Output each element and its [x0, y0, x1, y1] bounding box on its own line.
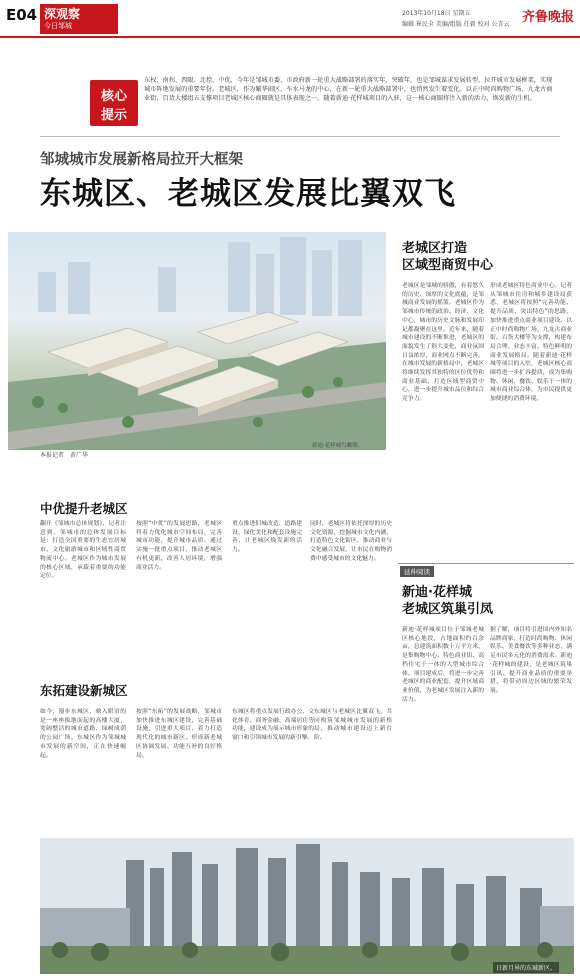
article-title-old-district — [402, 240, 493, 274]
photo-credit: 本报记者 黄广华 — [40, 452, 89, 459]
page-number: E04 — [6, 6, 38, 24]
article-body-column: 翻开《邹城市总体规划》，记者注意到，邹城市的总体发展目标是：打造全国重要的生态宜居城市、文化旅游城市和区域性商贸物流中心。老城区作为城市发展的核心区域，承载着重要的功能定位。 — [40, 521, 126, 580]
summary-text: 东权、南拐、西限、北控、中优，今年是邹城市委、市政府新一轮重大战略部署的落实年，突破年，也是邹城谋求发展转型、拉开城市发展框架，实现城市阵地发展的重要年份。老城区，作为繁华闹区，车水马龙的中心，在新一轮重大战略部署中，也悄然发生着变化。以正中时尚购物广场、九龙古商业街，百货大楼组五支撑项目老城区核心商圈就是具体表现之一。随着新迪·花样城项目的入驻，这一核心商圈将注入新的活力，焕发新的生机。 — [144, 77, 553, 102]
image-caption: 新迪·花样城鸟瞰图。 — [312, 443, 364, 449]
aerial-rendering-illustration — [8, 232, 386, 450]
photo-caption: 日新月异的东城新区。 — [493, 962, 559, 973]
core-tip-label-bottom: 提示 — [100, 108, 127, 123]
article-body-column: 按照“中优”的发展思路，老城区将着力优化城市空间布局，完善城市功能，提升城市品质。通过实施一批重点项目，推动老城区有机更新，改善人居环境，增强商业活力。 — [136, 521, 222, 571]
article-body-column: 按照“东拓”的发展战略，邹城市加快推进东城区建设，完善基础设施，引进重大项目，着力打造现代化的城市新区，形成新老城区协调发展、功能互补的良好格局。 — [136, 709, 222, 759]
section-heading: 东拓建设新城区 — [40, 683, 128, 698]
article-body-column: 新迪·花样城项目位于邹城老城区核心地段，占地面积约百余亩，总建筑面积数十万平方米，是集购物中心、特色商业街、高档住宅于一体的大型城市综合体。项目建成后，将进一步完善老城区的商业配套，提升区域商业价值，为老城区发展注入新的活力。 — [402, 627, 484, 703]
cityscape-illustration — [40, 838, 574, 974]
core-tip-label-top: 核心 — [100, 89, 127, 104]
article-title-line2: 老城区筑巢引凤 — [402, 602, 494, 617]
article-title-huayang — [402, 584, 493, 618]
article-body-column: 据了解，项目将引进国内外知名品牌商家，打造时尚购物、休闲娱乐、美食餐饮等多种业态，满足市民多元化的消费需求。新迪·花样城的建设，是老城区筑巢引凤、提升商业品质的重要举措，将带动周边区域的繁荣发展。 — [490, 627, 572, 694]
article-body-column: 形成老城区特色商业中心。记者从邹城市住房和城乡建设局获悉，老城区将按照“完善功能、提升品质、突出特色”的思路，加快推进重点商业项目建设，以正中时尚购物广场、九龙古商业街、百货大楼等为支撑，构建布局合理、业态丰富、特色鲜明的商业发展格局。随着新迪·花样城等项目的入驻，老城区核心商圈将进一步扩容提质，成为集购物、休闲、餐饮、娱乐于一体的城市商业综合体，为市民提供更加便捷的消费环境。 — [490, 283, 572, 403]
editor-credits: 编辑 崔民全 美编/组版 任毅 校对 公青云 — [402, 21, 510, 28]
header-rule — [0, 36, 580, 38]
article-body-column: 同时，老城区将依托深厚的历史文化资源，挖掘城市文化内涵，打造特色文化街区，推动商业与文化融合发展，让市民在购物消费中感受城市的文化魅力。 — [310, 521, 392, 562]
article-title-line2: 区域型商贸中心 — [402, 258, 494, 273]
article-title-line1: 老城区打造 — [402, 241, 468, 256]
section-banner — [40, 4, 118, 34]
main-headline: 东城区、老城区发展比翼双飞 — [40, 176, 456, 212]
article-kicker: 延伸阅读 — [400, 566, 434, 577]
sub-headline: 邹城城市发展新格局拉开大框架 — [40, 152, 243, 168]
section-title: 深观察 — [44, 7, 81, 21]
summary-divider — [40, 136, 560, 137]
article-body-column: 老城区是邹城的骄傲，有着悠久的历史、深厚的文化底蕴，是邹城商业发展的摇篮。老城区作为邹城市传统的政治、经济、文化中心，城市的历史文脉和发展印记都凝聚在这里。近年来，随着城市建设的不断推进，老城区的面貌发生了很大变化，商业氛围日益浓厚，商业网点不断完善。在城市发展的新格局中，老城区将继续发挥其独特的区位优势和商业基础，打造区域型商贸中心，进一步提升城市品位和综合竞争力。 — [402, 283, 484, 403]
cityscape-photo — [40, 838, 574, 974]
core-tip-badge — [90, 80, 138, 126]
newspaper-logo: 齐鲁晚报 — [522, 10, 575, 25]
article-divider — [398, 563, 574, 564]
article-body-column: 如今，漫步东城区，映入眼帘的是一座座拔地而起的高楼大厦，宽阔整洁的城市道路，绿树成荫的公园广场。东城区作为邹城城市发展的新空间，正在快速崛起。 — [40, 709, 126, 759]
article-title-line1: 新迪·花样城 — [402, 585, 472, 600]
article-body-column: 东城区将重点发展行政办公、文化体育、商务金融、高端居住等功能，建设成为展示城市形象的窗口和引领城市发展的新引擎。 — [232, 709, 314, 742]
aerial-rendering-image — [8, 232, 386, 450]
section-heading: 中优提升老城区 — [40, 501, 128, 516]
section-subtitle: 今日邹城 — [44, 22, 72, 30]
article-body-column: 东城区与老城区比翼双飞，共同构筑邹城城市发展的新格局，推动城市建设迈上新台阶。 — [314, 709, 392, 742]
article-body-column: 重点推进旧城改造、道路建设、绿化美化和配套设施完善，让老城区焕发新的活力。 — [232, 521, 302, 554]
issue-date: 2013年10月18日 星期五 — [402, 10, 471, 17]
